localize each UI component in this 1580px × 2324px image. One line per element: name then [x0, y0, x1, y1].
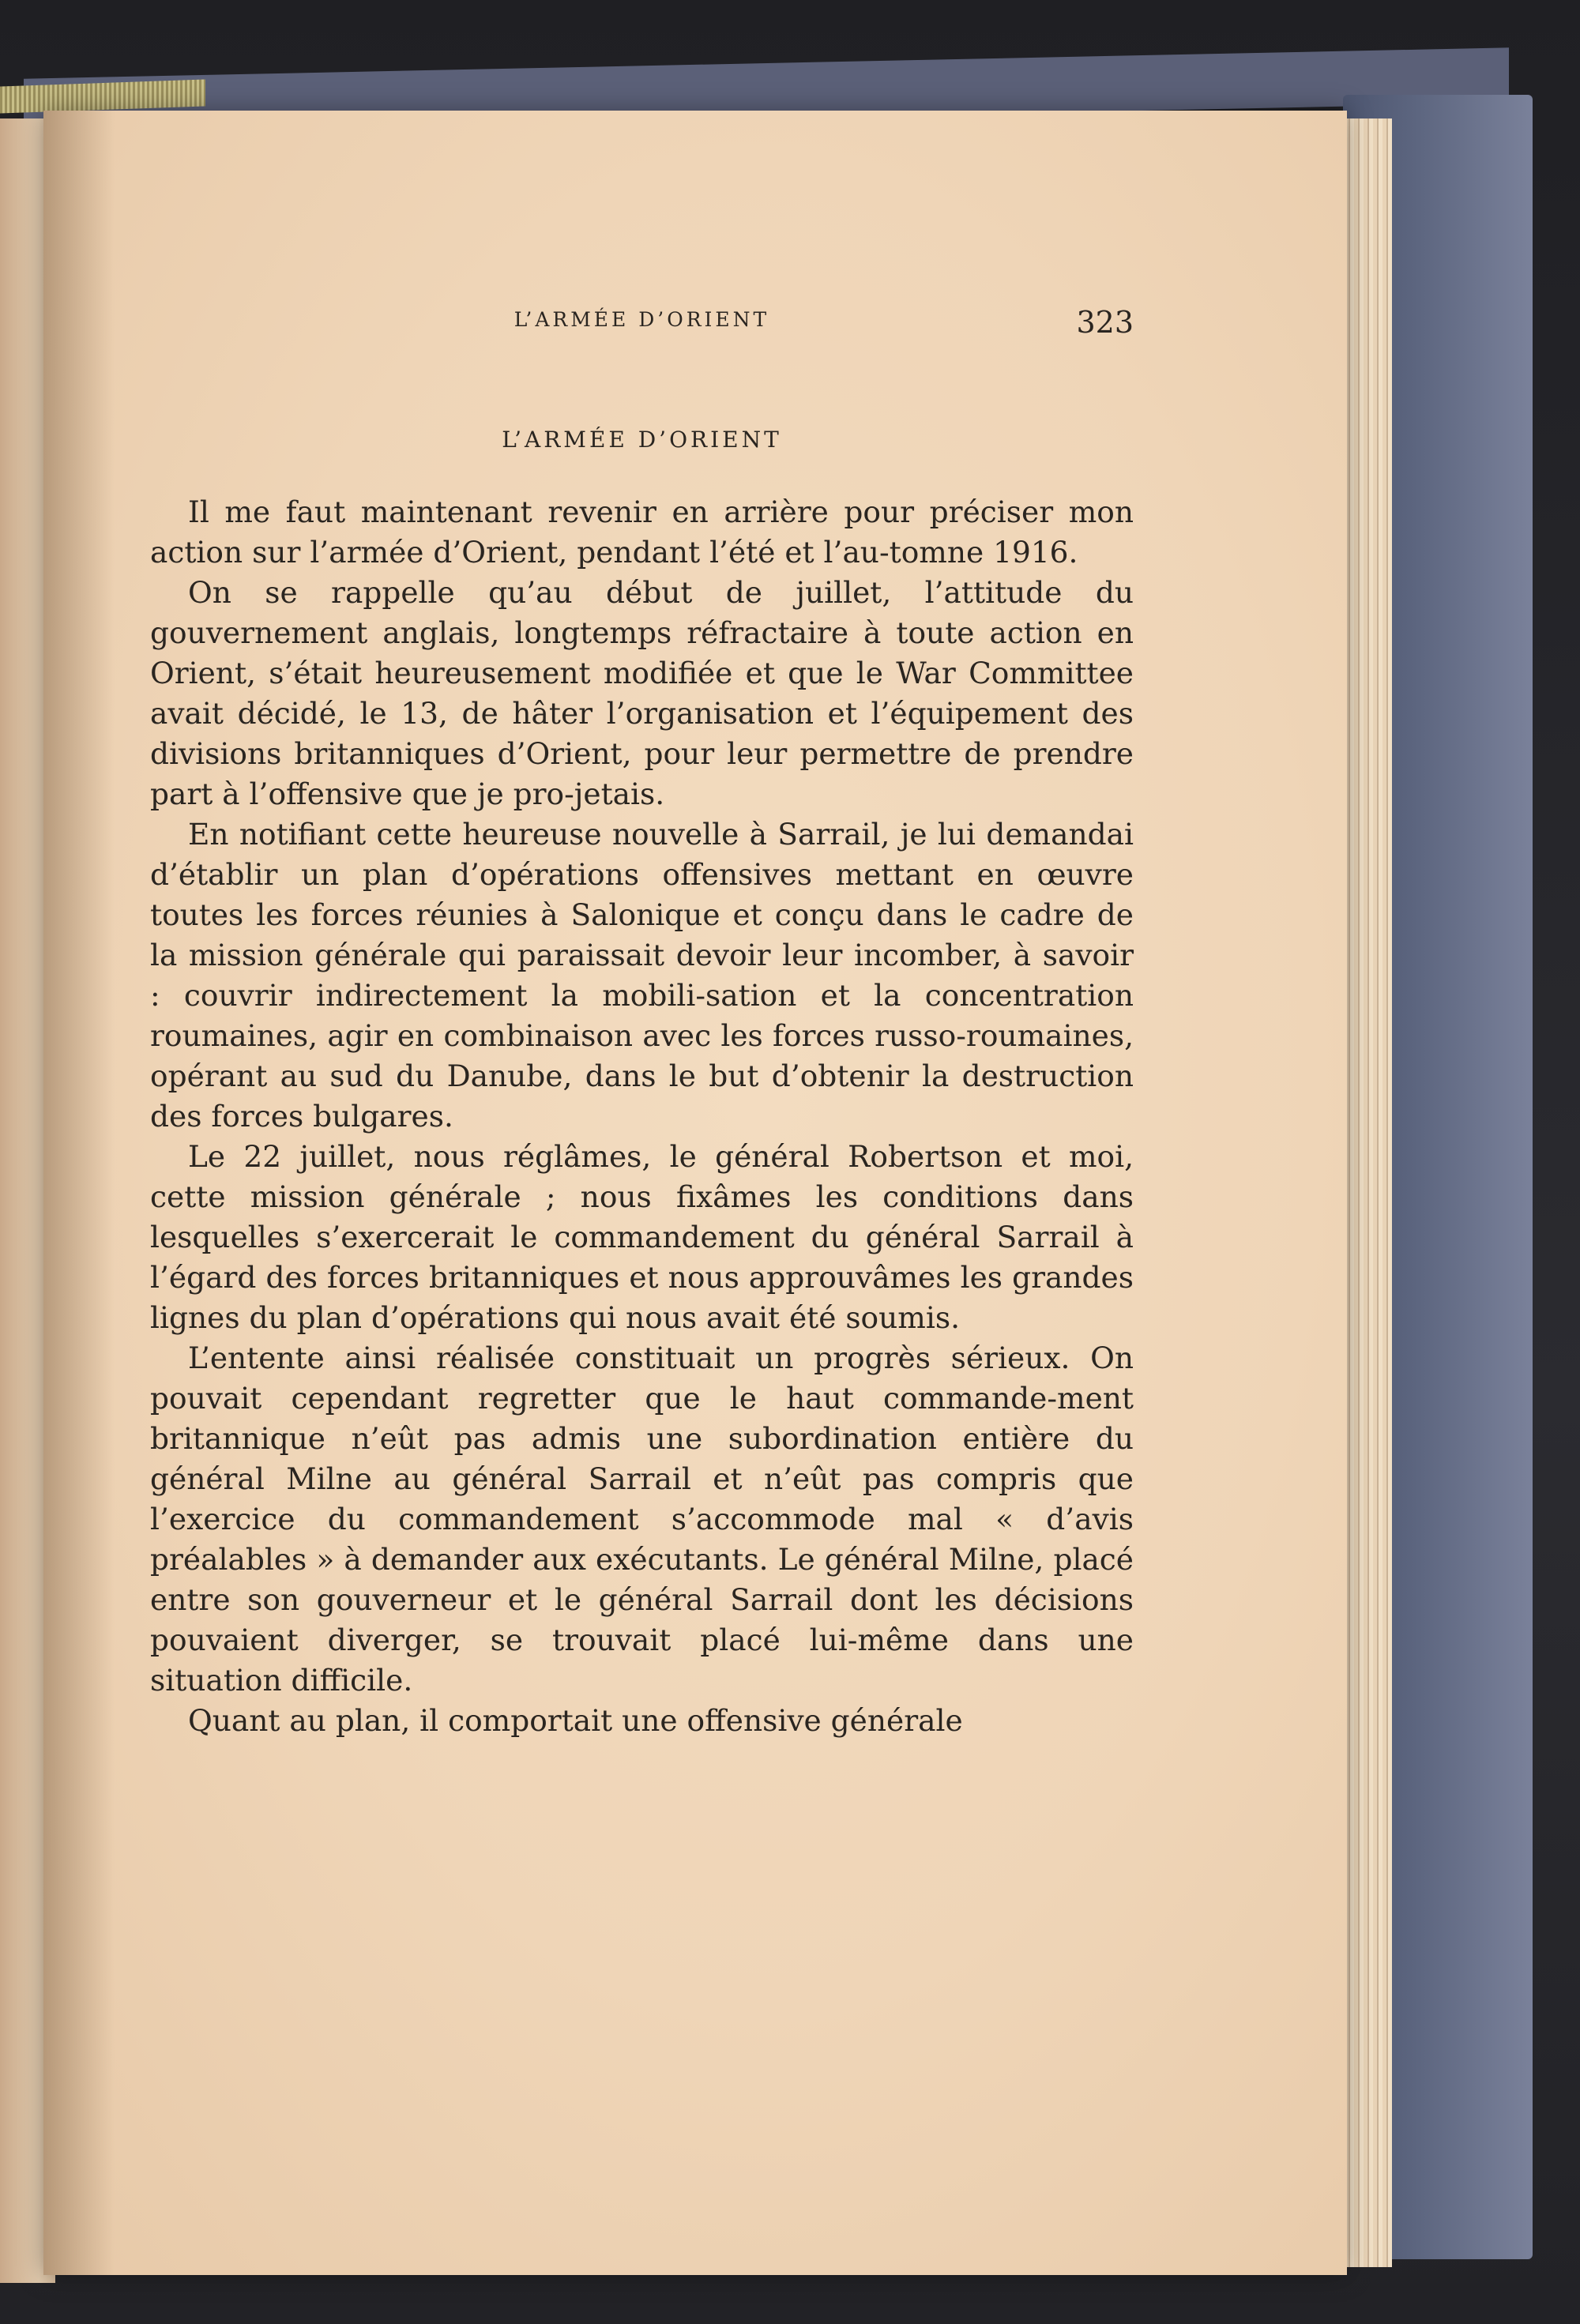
paragraph-3: En notifiant cette heureuse nouvelle à Sarrail, je lui demandai d’établir un plan d’opérations offensives mettant en œuvre toutes les forces réunies à Salonique et conçu dans le cadre de la mission générale qui paraissait devoir leur incomber, à savoir : couvrir indirectement la mobili-sation et la concentration roumaines, agir en combinaison avec les forces russo-roumaines, opérant au sud du Danube, dans le but d’obtenir la destruction des forces bulgares. — [150, 817, 1134, 1134]
running-head — [150, 276, 1134, 340]
section-title: L’ARMÉE D’ORIENT — [502, 427, 782, 453]
paragraph-5: L’entente ainsi réalisée constituait un progrès sérieux. On pouvait cependant regretter que le haut commande-ment britannique n’eût pas admis une subordination entière du général Milne au général Sarrail et n’eût pas compris que l’exercice du commandement s’accommode mal « d’avis préalables » à demander aux exécutants. Le général Milne, placé entre son gouverneur et le général Sarrail dont les décisions pouvaient diverger, se trouvait placé lui-même dans une situation difficile. — [150, 1341, 1134, 1698]
paragraph-6: Quant au plan, il comportait une offensive générale — [188, 1703, 963, 1738]
gutter-shadow — [43, 111, 115, 2275]
running-head-title: L’ARMÉE D’ORIENT — [514, 308, 770, 331]
paragraph-4: Le 22 juillet, nous réglâmes, le général Robertson et moi, cette mission générale ; nous fixâmes les conditions dans lesquelles s’exercerait le commandement du général Sarrail à l’égard des forces britanniques et nous approuvâmes les grandes lignes du plan d’opérations qui nous avait été soumis. — [150, 1139, 1134, 1335]
page-text-block — [150, 276, 1134, 1741]
paragraph-2: On se rappelle qu’au début de juillet, l’attitude du gouvernement anglais, longtemps réfractaire à toute action en Orient, s’était heureusement modifiée et que le War Committee avait décidé, le 13, de hâter l’organisation et l’équipement des divisions britanniques d’Orient, pour leur permettre de prendre part à l’offensive que je pro-jetais. — [150, 575, 1134, 811]
paragraph-1: Il me faut maintenant revenir en arrière pour préciser mon action sur l’armée d’Orient, pendant l’été et l’au-tomne 1916. — [150, 495, 1134, 570]
page-number: 323 — [1076, 305, 1134, 340]
